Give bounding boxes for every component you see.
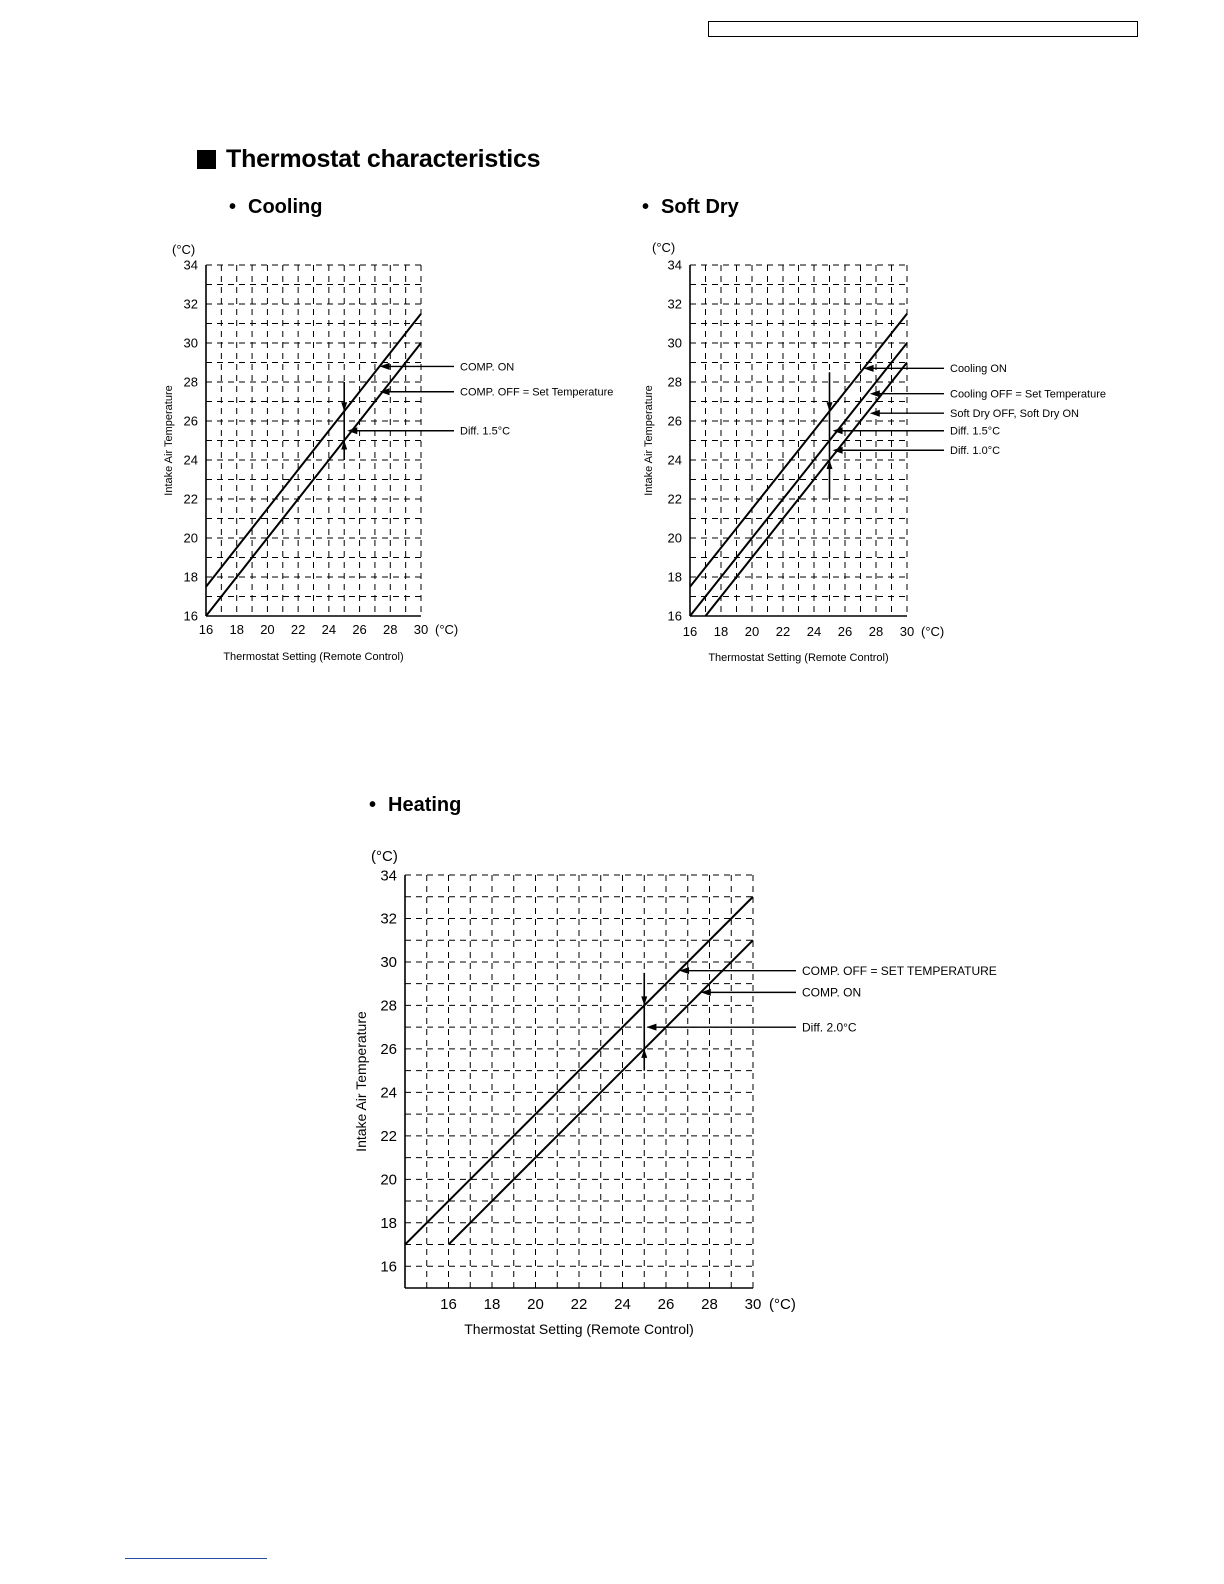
y-tick-label: 18 [667,569,682,585]
x-tick-label: 30 [899,624,915,639]
y-tick-label: 32 [380,910,397,928]
x-tick-label: 26 [837,624,853,639]
y-tick-label: 18 [183,569,198,585]
x-unit-label: (°C) [769,1296,796,1313]
y-tick-label: 16 [380,1258,397,1276]
annotation-label: Diff. 1.5°C [950,425,1001,438]
y-tick-label: 34 [667,257,682,273]
y-tick-label: 24 [183,452,198,468]
y-tick-label: 22 [380,1128,397,1146]
y-tick-label: 24 [667,452,682,468]
x-tick-label: 18 [483,1296,501,1313]
x-tick-label: 18 [229,622,244,637]
y-tick-label: 26 [183,413,198,429]
y-axis-label: Intake Air Temperature [353,1011,369,1152]
x-tick-label: 16 [440,1296,457,1313]
section-title-text: Thermostat characteristics [226,145,541,173]
y-tick-label: 28 [380,997,397,1015]
y-tick-label: 32 [667,296,682,312]
annotation-label: Cooling OFF = Set Temperature [950,388,1107,401]
y-tick-label: 18 [380,1215,397,1233]
y-tick-label: 16 [183,608,198,624]
x-tick-label: 22 [290,622,306,637]
x-tick-label: 28 [701,1296,718,1313]
soft-dry-title-text: Soft Dry [661,196,739,218]
y-unit-label: (°C) [652,240,676,255]
arrow-left-icon [646,1024,656,1031]
x-axis-label: Thermostat Setting (Remote Control) [223,651,404,663]
x-tick-label: 18 [713,624,729,639]
footer-link-line [125,1558,267,1559]
x-unit-label: (°C) [921,624,945,639]
y-tick-label: 26 [380,1041,397,1059]
annotation-label: Soft Dry OFF, Soft Dry ON [950,408,1079,421]
y-tick-label: 28 [667,374,682,390]
annotation-label: Diff. 1.5°C [460,425,511,438]
bullet-icon: • [229,196,237,218]
x-axis-label: Thermostat Setting (Remote Control) [464,1321,694,1337]
y-unit-label: (°C) [172,242,196,257]
y-tick-label: 20 [380,1171,397,1189]
annotation-label: COMP. ON [460,361,515,374]
cooling-title-text: Cooling [248,196,323,218]
x-tick-label: 16 [682,624,698,639]
bullet-icon: • [642,196,650,218]
x-tick-label: 30 [413,622,429,637]
bullet-icon: • [369,794,377,816]
x-tick-label: 22 [775,624,791,639]
x-tick-label: 24 [321,622,337,637]
x-tick-label: 28 [868,624,884,639]
x-tick-label: 24 [806,624,822,639]
y-axis-label: Intake Air Temperature [643,385,655,496]
y-tick-label: 22 [667,491,682,507]
annotation-label: Diff. 2.0°C [802,1020,857,1035]
x-tick-label: 26 [657,1296,675,1313]
y-tick-label: 28 [183,374,198,390]
x-tick-label: 20 [744,624,760,639]
y-tick-label: 30 [380,954,397,972]
x-tick-label: 20 [260,622,275,637]
y-tick-label: 34 [380,867,397,885]
annotation-label: COMP. OFF = SET TEMPERATURE [802,963,997,978]
y-tick-label: 30 [667,335,682,351]
annotation-label: Diff. 1.0°C [950,445,1001,458]
y-unit-label: (°C) [371,848,398,865]
y-tick-label: 20 [667,530,682,546]
x-tick-label: 16 [198,622,214,637]
y-tick-label: 24 [380,1084,397,1102]
annotation-label: Cooling ON [950,363,1007,376]
x-tick-label: 22 [570,1296,588,1313]
x-axis-label: Thermostat Setting (Remote Control) [708,652,889,664]
y-tick-label: 30 [183,335,198,351]
y-tick-label: 16 [667,608,682,624]
y-tick-label: 26 [667,413,682,429]
annotation-label: COMP. OFF = Set Temperature [460,386,614,399]
x-tick-label: 30 [744,1296,762,1313]
x-tick-label: 26 [352,622,367,637]
series-line [405,897,753,1245]
y-tick-label: 22 [183,491,198,507]
x-tick-label: 24 [614,1296,631,1313]
x-tick-label: 20 [527,1296,544,1313]
y-axis-label: Intake Air Temperature [163,385,175,496]
x-unit-label: (°C) [435,622,459,637]
y-tick-label: 20 [183,530,198,546]
x-tick-label: 28 [383,622,398,637]
heating-title-text: Heating [388,794,462,816]
annotation-label: COMP. ON [802,985,862,1000]
y-tick-label: 34 [183,257,198,273]
y-tick-label: 32 [183,296,198,312]
